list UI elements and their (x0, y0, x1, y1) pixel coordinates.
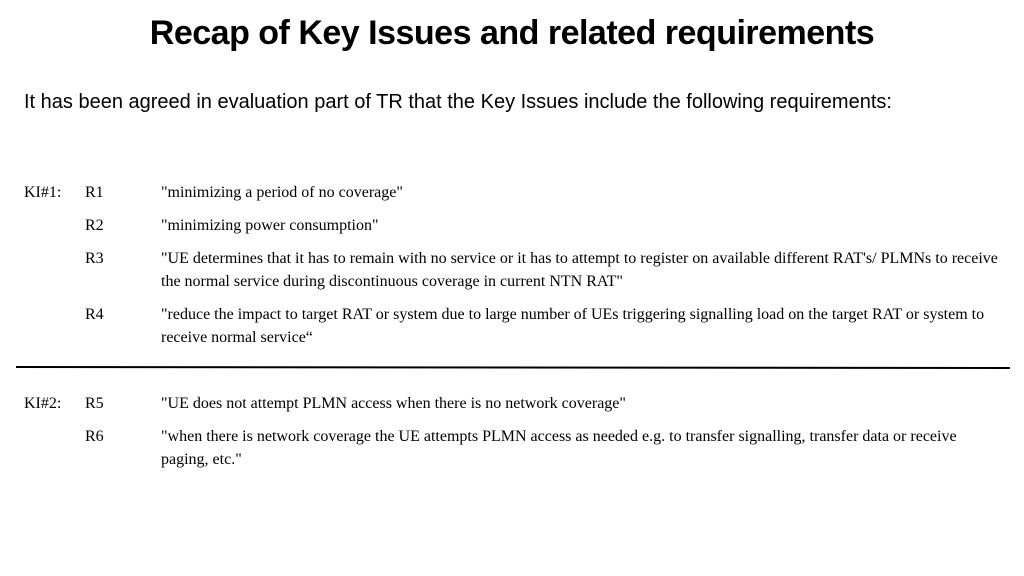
requirement-row (0, 181, 1024, 204)
requirement-id: R4 (85, 306, 104, 323)
requirement-row (0, 247, 1024, 293)
requirement-id: R2 (85, 217, 104, 234)
requirement-text: "UE does not attempt PLMN access when there is no network coverage" (161, 395, 626, 412)
section-divider (16, 366, 1010, 369)
requirement-row (0, 303, 1024, 349)
requirement-text: "when there is network coverage the UE attempts PLMN access as needed e.g. to transfer signalling, transfer data or receive paging, etc." (161, 428, 957, 468)
requirement-id: R6 (85, 428, 104, 445)
requirement-text: "UE determines that it has to remain with no service or it has to attempt to register on available different RAT's/ PLMNs to receive the normal service during discontinuous coverage in current NTN RAT" (161, 250, 998, 290)
requirement-row (0, 425, 1024, 471)
requirement-text: "reduce the impact to target RAT or system due to large number of UEs triggering signalling load on the target RAT or system to receive normal service“ (161, 306, 985, 346)
requirement-id: R1 (85, 184, 104, 201)
intro-text: It has been agreed in evaluation part of TR that the Key Issues include the following requirements: (24, 91, 892, 113)
requirement-id: R3 (85, 250, 104, 267)
requirement-row (0, 392, 1024, 415)
requirement-id: R5 (85, 395, 104, 412)
key-issue-2-section (0, 392, 1024, 481)
requirement-text: "minimizing power consumption" (161, 217, 379, 234)
requirement-text: "minimizing a period of no coverage" (161, 184, 403, 201)
requirement-row (0, 214, 1024, 237)
key-issue-label: KI#2: (24, 395, 62, 412)
key-issue-1-section (0, 181, 1024, 359)
slide-title: Recap of Key Issues and related requirements (149, 14, 875, 52)
key-issue-label: KI#1: (24, 184, 62, 201)
